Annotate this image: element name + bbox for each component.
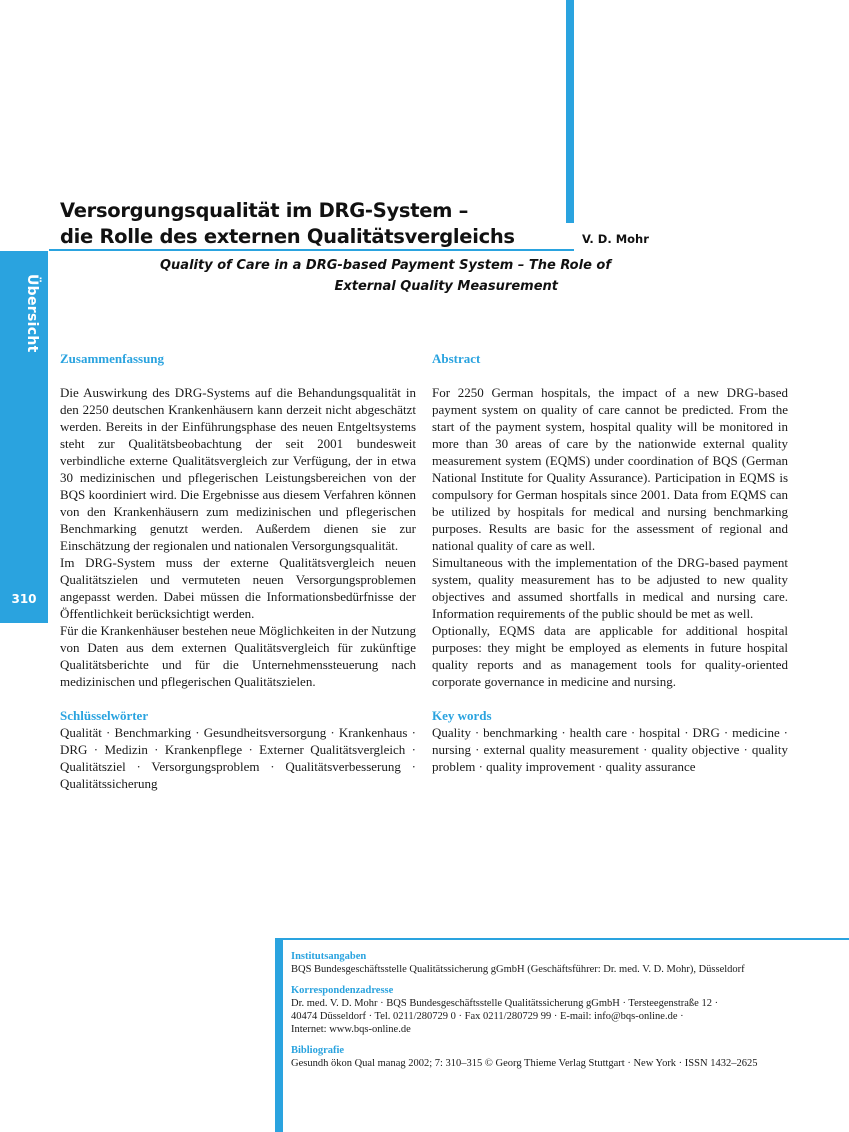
article-title	[60, 198, 560, 250]
bibliography-info	[291, 1044, 831, 1070]
summary-body	[60, 384, 416, 690]
keywords-de: Qualität · Benchmarking · Gesundheitsversorgung · Krankenhaus · DRG · Medizin · Krankenpflege · Externer Qualitätsvergleich · Qualitätsziel · Versorgungsproblem · Qualitätsverbesserung · Qualitätssicherung	[60, 725, 416, 791]
english-title	[160, 256, 612, 297]
correspondence-heading: Korrespondenzadresse	[291, 985, 394, 996]
article-title-line-2: die Rolle des externen Qualitätsvergleichs	[60, 225, 515, 248]
summary-paragraph: Für die Krankenhäuser bestehen neue Möglichkeiten in der Nutzung von Daten aus dem externen Qualitätsvergleich für zukünftige Qualitätsberichte und für die Unternehmenssteuerung nach medizinischen und pflegerischen Qualitätszielen.	[60, 623, 416, 689]
institution-text: BQS Bundesgeschäftsstelle Qualitätssicherung gGmbH (Geschäftsführer: Dr. med. V. D. Mohr), Düsseldorf	[291, 964, 745, 975]
page-number: 310	[11, 592, 37, 606]
author-name: V. D. Mohr	[582, 232, 649, 246]
bibliography-text: Gesundh ökon Qual manag 2002; 7: 310–315 © Georg Thieme Verlag Stuttgart · New York · ISSN 1432–2625	[291, 1058, 758, 1069]
bibliography-heading: Bibliografie	[291, 1045, 345, 1056]
correspondence-line: Dr. med. V. D. Mohr · BQS Bundesgeschäftsstelle Qualitätssicherung gGmbH · Tersteegenstraße 12 ·	[291, 998, 719, 1009]
keywords-heading-en: Key words	[432, 708, 492, 723]
german-summary-column	[60, 350, 416, 792]
section-label: Übersicht	[24, 274, 40, 353]
summary-paragraph: Die Auswirkung des DRG-Systems auf die Behandungsqualität in den 2250 deutschen Krankenhäusern kann derzeit nicht abgeschätzt werden. Bereits in der Einführungsphase des neuen Entgeltsystems steht zur Qualitätsbeobachtung der seit 2001 bundesweit verbindliche externe Qualitätsvergleich zur Verfügung, der in etwa 30 medizinischen und pflegerischen Leistungsbereichen von der BQS koordiniert wird. Die Ergebnisse aus diesem Verfahren können von den Krankenhäusern zum medizinischen und pflegerischen Benchmarking genutzt werden. Außerdem dienen sie zur Einschätzung der regionalen und nationalen Versorgungsqualität.	[60, 385, 416, 553]
institution-info	[291, 950, 831, 976]
correspondence-info	[291, 984, 831, 1036]
english-abstract-column	[432, 350, 788, 775]
abstract-body	[432, 384, 788, 690]
abstract-paragraph: Optionally, EQMS data are applicable for additional hospital purposes: they might be employed as elements in future hospital quality reports and as management tools for quality-oriented corporate governance in medicine and nursing.	[432, 623, 788, 689]
correspondence-line: 40474 Düsseldorf · Tel. 0211/280729 0 · Fax 0211/280729 99 · E-mail: info@bqs-online.de ·	[291, 1011, 684, 1022]
keywords-heading-de: Schlüsselwörter	[60, 708, 149, 723]
abstract-heading: Abstract	[432, 351, 481, 366]
correspondence-line: Internet: www.bqs-online.de	[291, 1024, 411, 1035]
article-title-line-1: Versorgungsqualität im DRG-System –	[60, 199, 469, 222]
english-title-line-2: External Quality Measurement	[334, 278, 558, 294]
english-title-line-1: Quality of Care in a DRG-based Payment System – The Role of	[160, 258, 612, 273]
info-box-rule	[275, 938, 849, 940]
top-accent-bar	[566, 0, 574, 223]
abstract-paragraph: Simultaneous with the implementation of the DRG-based payment system, quality measurement has to be adjusted to new quality objectives and assumed shortfalls in medical and nursing care. Information requirements of the public should be met as well.	[432, 555, 788, 621]
info-box-bar	[275, 939, 283, 1132]
abstract-paragraph: For 2250 German hospitals, the impact of a new DRG-based payment system on quality of care cannot be predicted. From the start of the payment system, hospital quality will be monitored in more than 30 areas of care by the nationwide external quality measurement system (EQMS) under coordination of BQS (German National Institute for Quality Assurance). Participation in EQMS is compulsory for German hospitals since 2001. Data from EQMS can be utilized by hospitals for medical and nursing benchmarking purposes. Results are basic for the assessment of regional and national quality of care as well.	[432, 385, 788, 553]
article-info-box	[291, 950, 831, 1078]
summary-heading: Zusammenfassung	[60, 351, 165, 366]
institution-heading: Institutsangaben	[291, 951, 367, 962]
summary-paragraph: Im DRG-System muss der externe Qualitätsvergleich neuen Qualitätszielen und vermuteten neuen Versorgungsproblemen angepasst werden. Dabei müssen die Informationsbedürfnisse der Öffentlichkeit berücksichtigt werden.	[60, 555, 416, 621]
keywords-en: Quality · benchmarking · health care · hospital · DRG · medicine · nursing · external quality measurement · quality objective · quality problem · quality improvement · quality assurance	[432, 725, 788, 774]
